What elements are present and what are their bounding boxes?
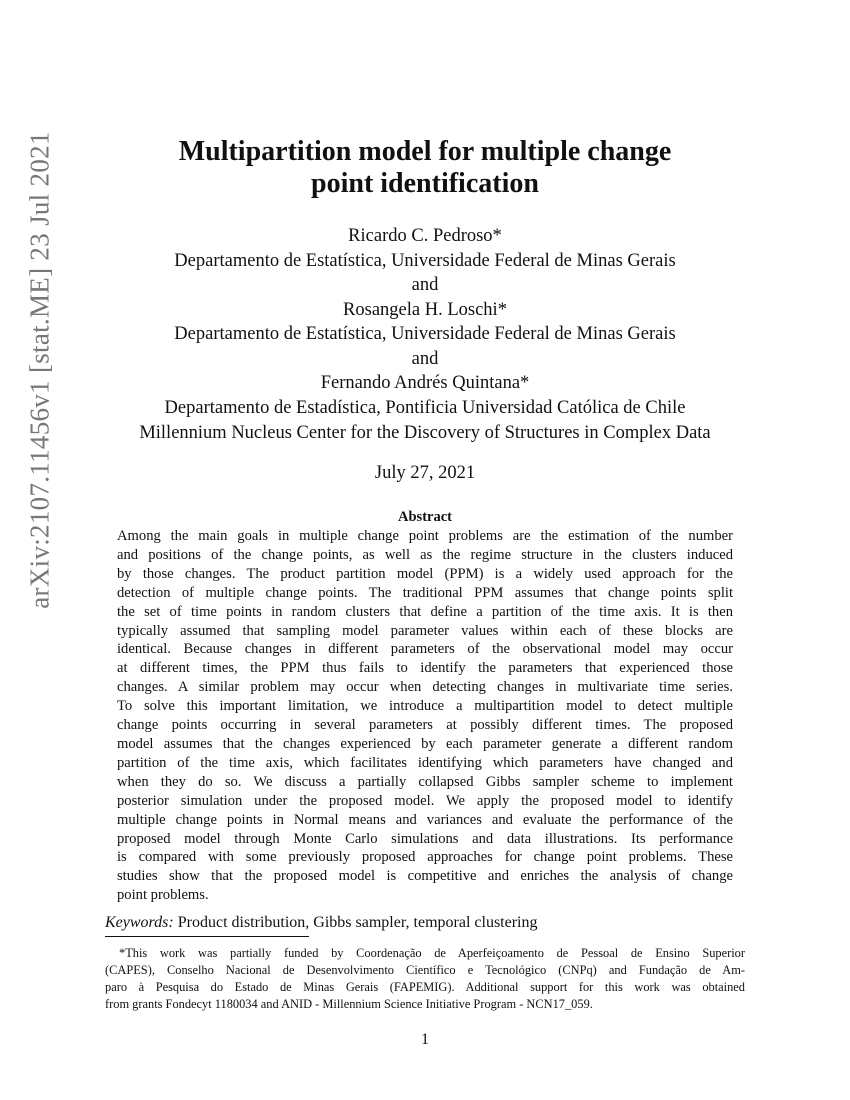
keywords-label: Keywords: [105,914,174,931]
paper-title-line-2: point identification [311,168,539,199]
author-name: Fernando Andrés Quintana* [320,373,530,393]
footnote-line: paro à Pesquisa do Estado de Minas Gerais (FAPEMIG). Additional support for this work was obtained [105,980,745,994]
author-affiliation: Departamento de Estadística, Pontificia Universidad Católica de Chile [164,398,686,418]
footnote-line: *This work was partially funded by Coordenação de Aperfeiçoamento de Pessoal de Ensino Superior [119,946,745,960]
abstract-line: multiple change points in Normal means and variances and evaluate the performance of the [117,811,733,828]
footnote-rule [105,936,309,937]
abstract-line: is compared with some previously proposed approaches for change point problems. These [117,849,733,866]
footnote-line: (CAPES), Conselho Nacional de Desenvolvimento Científico e Tecnológico (CNPq) and Fundação de Am- [105,963,745,977]
abstract-line: proposed model through Monte Carlo simulations and data illustrations. Its performance [117,830,733,847]
author-name: Rosangela H. Loschi* [343,300,507,320]
author-name: Ricardo C. Pedroso* [348,226,502,246]
abstract-line: Among the main goals in multiple change point problems are the estimation of the number [117,528,733,544]
keywords [105,914,537,932]
keywords-text: Product distribution, Gibbs sampler, temporal clustering [173,914,538,931]
author-affiliation: Departamento de Estatística, Universidade Federal de Minas Gerais [174,324,676,344]
author-separator: and [411,349,439,369]
abstract-line: typically assumed that sampling model parameter values within each of these blocks are [117,622,733,639]
abstract-body [117,527,733,905]
author-affiliation: Departamento de Estatística, Universidade Federal de Minas Gerais [174,251,676,271]
abstract-line: To solve this important limitation, we introduce a multipartition model to detect multiple [117,698,733,715]
footnote [105,945,745,1013]
page-number: 1 [421,1031,429,1048]
abstract-line: at different times, the PPM thus fails to identify the parameters that experienced those [117,660,733,677]
abstract-line: the set of time points in random clusters that define a partition of the time axis. It is then [117,603,733,620]
abstract-line: partition of the time axis, which facilitates identifying which parameters have changed and [117,754,733,771]
abstract-line: when they do so. We discuss a partially collapsed Gibbs sampler scheme to implement [117,773,733,790]
abstract-line: posterior simulation under the proposed model. We apply the proposed model to identify [117,792,733,809]
abstract-line: studies show that the proposed model is competitive and enriches the analysis of change [117,868,733,885]
abstract-line: model assumes that the changes experienced by each parameter generate a different random [117,735,733,752]
abstract-line: detection of multiple change points. The traditional PPM assumes that change points split [117,584,733,601]
arxiv-identifier-sidebar: arXiv:2107.11456v1 [stat.ME] 23 Jul 2021 [24,131,55,609]
paper-title-line-1: Multipartition model for multiple change [178,136,672,167]
paper-date: July 27, 2021 [374,463,476,483]
abstract-line: by those changes. The product partition model (PPM) is a widely used approach for the [117,565,733,582]
abstract-heading: Abstract [398,509,452,525]
author-separator: and [411,275,439,295]
abstract-line: changes. A similar problem may occur when detecting changes in multivariate time series. [117,679,733,696]
author-affiliation: Millennium Nucleus Center for the Discovery of Structures in Complex Data [139,423,711,443]
footnote-line: from grants Fondecyt 1180034 and ANID - Millennium Science Initiative Program - NCN17_059. [105,997,593,1011]
abstract-line: change points occurring in several parameters at possibly different times. The proposed [117,717,733,734]
abstract-line: and positions of the change points, as well as the regime structure in the clusters induced [117,546,733,563]
abstract-line: point problems. [117,887,209,904]
abstract-line: identical. Because changes in different parameters of the observational model may occur [117,641,733,658]
